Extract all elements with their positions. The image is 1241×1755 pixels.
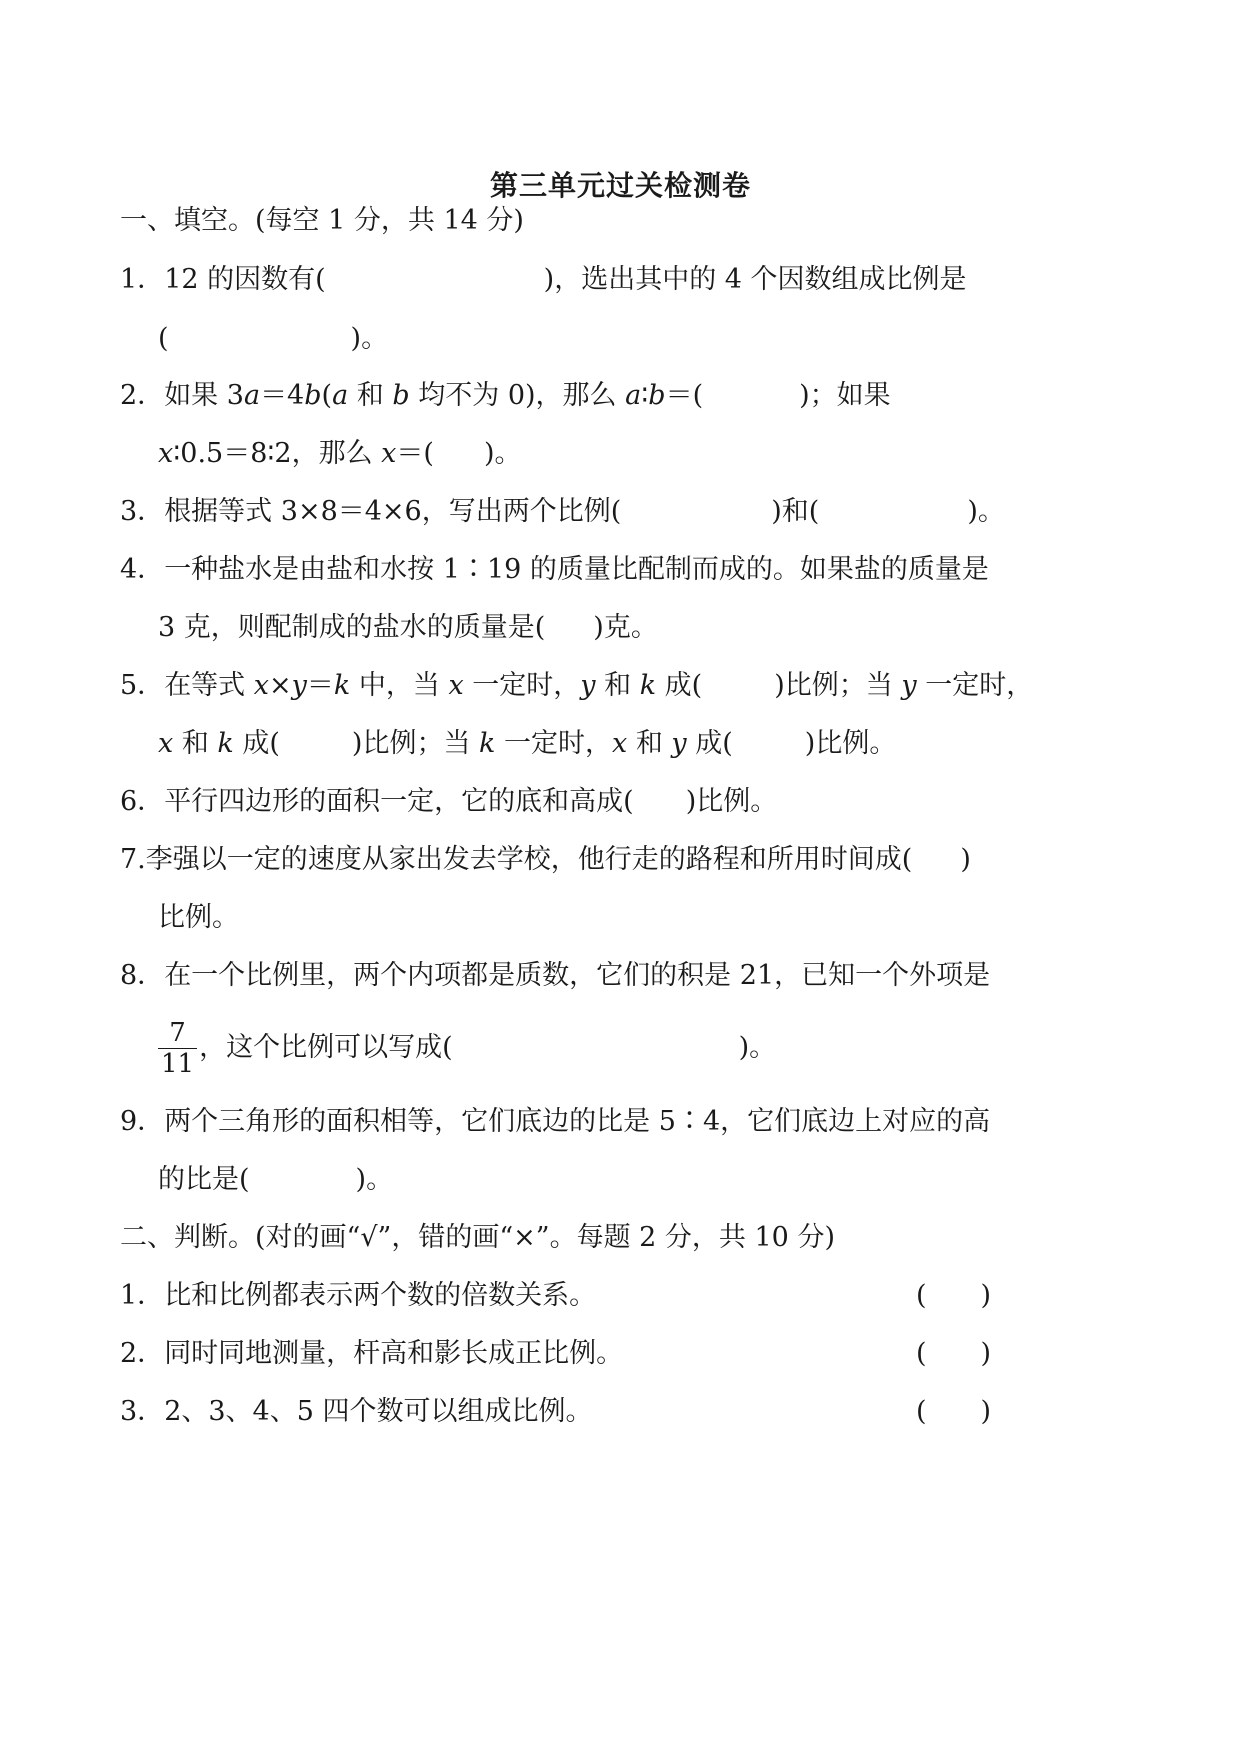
judgement-item: 3．2、3、4、5 四个数可以组成比例。 bbox=[120, 1396, 593, 1427]
question-2-line-2: x∶0.5＝8∶2，那么 x＝( )。 bbox=[158, 438, 522, 469]
question-6: 6．平行四边形的面积一定，它的底和高成( )比例。 bbox=[120, 786, 778, 817]
question-9-line-2: 的比是( )。 bbox=[158, 1164, 394, 1195]
answer-paren[interactable]: ( ) bbox=[916, 1280, 992, 1311]
question-5-line-2: x 和 k 成( )比例；当 k 一定时，x 和 y 成( )比例。 bbox=[158, 728, 897, 759]
page-title: 第三单元过关检测卷 bbox=[489, 169, 751, 202]
fraction-seven-elevenths: $\frac{7}{11}$ bbox=[158, 1018, 197, 1079]
question-4-line-1: 4．一种盐水是由盐和水按 1∶19 的质量比配制而成的。如果盐的质量是 bbox=[120, 554, 989, 585]
question-7-line-2: 比例。 bbox=[158, 902, 239, 933]
question-7-line-1: 7.李强以一定的速度从家出发去学校，他行走的路程和所用时间成( ) bbox=[120, 844, 971, 875]
question-4-line-2: 3 克，则配制成的盐水的质量是( )克。 bbox=[158, 612, 658, 643]
section1-heading: 一、填空。(每空 1 分，共 14 分) bbox=[120, 205, 524, 236]
question-1-line-2: ( )。 bbox=[158, 323, 389, 354]
question-2-line-1: 2．如果 3a＝4b(a 和 b 均不为 0)，那么 a∶b＝( )；如果 bbox=[120, 380, 891, 411]
section2-heading: 二、判断。(对的画“√”，错的画“×”。每题 2 分，共 10 分) bbox=[120, 1222, 835, 1253]
question-9-line-1: 9．两个三角形的面积相等，它们底边的比是 5∶4，它们底边上对应的高 bbox=[120, 1106, 991, 1137]
question-8-line-2: $\frac{7}{11}$ ，这个比例可以写成( )。 bbox=[158, 1018, 776, 1079]
question-1-line-1: 1．12 的因数有( )，选出其中的 4 个因数组成比例是 bbox=[120, 264, 967, 295]
answer-paren[interactable]: ( ) bbox=[916, 1338, 992, 1369]
judgement-item: 2．同时同地测量，杆高和影长成正比例。 bbox=[120, 1338, 624, 1369]
judgement-item: 1．比和比例都表示两个数的倍数关系。 bbox=[120, 1280, 597, 1311]
question-5-line-1: 5．在等式 x×y＝k 中，当 x 一定时，y 和 k 成( )比例；当 y 一定时， bbox=[120, 670, 1034, 701]
answer-paren[interactable]: ( ) bbox=[916, 1396, 992, 1427]
question-3: 3．根据等式 3×8＝4×6，写出两个比例( )和( )。 bbox=[120, 496, 1005, 527]
question-8-line-1: 8．在一个比例里，两个内项都是质数，它们的积是 21，已知一个外项是 bbox=[120, 960, 991, 991]
